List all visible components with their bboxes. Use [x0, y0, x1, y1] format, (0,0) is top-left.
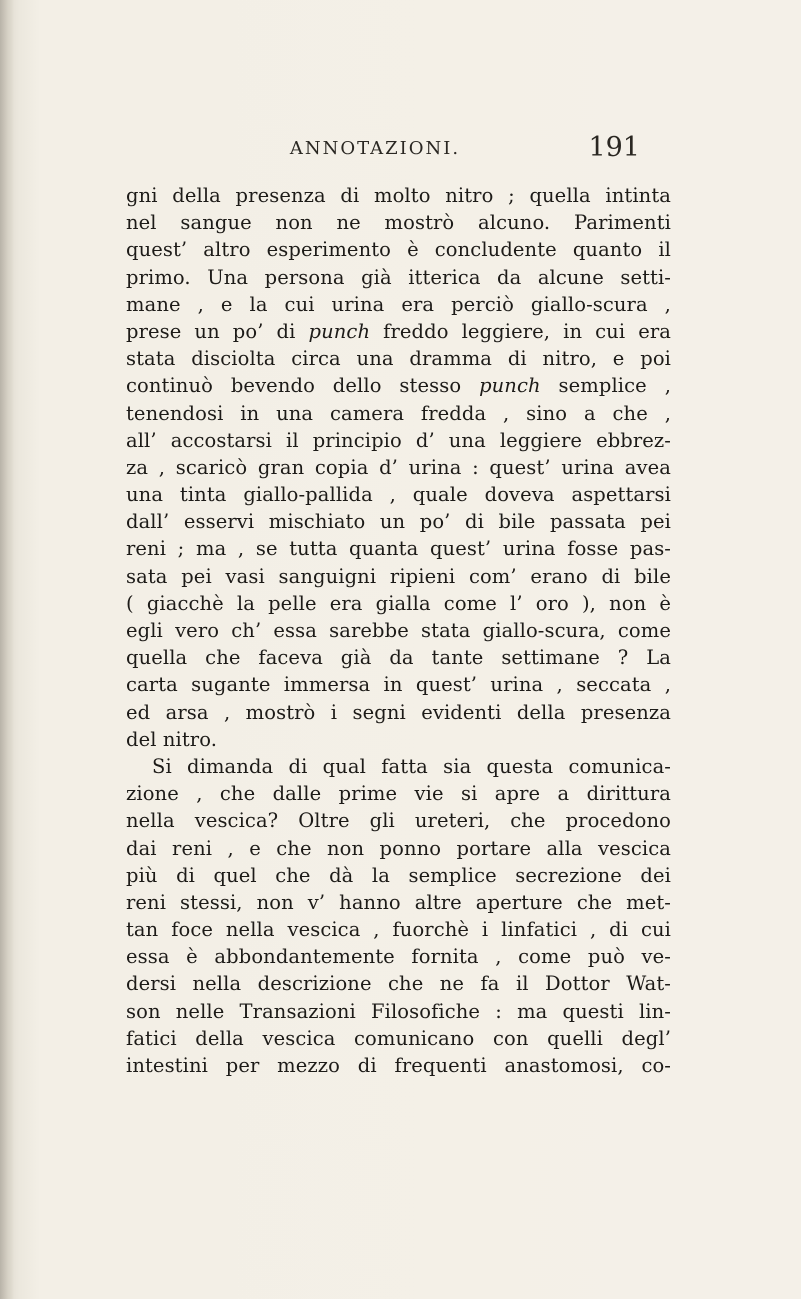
text-line: dall’ esservi mischiato un po’ di bile passata pei	[126, 510, 671, 534]
text-line: za , scaricò gran copia d’ urina : quest’ urina avea	[126, 455, 671, 479]
text-line: ed arsa , mostrò i segni evidenti della presenza	[126, 700, 671, 724]
text-line: son nelle Transazioni Filosofiche : ma questi lin-	[126, 999, 671, 1023]
body-text	[126, 182, 671, 1079]
text-line: Si dimanda di qual fatta sia questa comunica-	[152, 754, 671, 778]
text-line: primo. Una persona già itterica da alcune setti-	[126, 265, 671, 289]
page-number: 191	[588, 132, 640, 163]
text-line: mane , e la cui urina era perciò giallo-scura ,	[126, 292, 671, 316]
italic-term: punch	[308, 319, 371, 343]
text-line: nel sangue non ne mostrò alcuno. Parimenti	[126, 211, 671, 235]
text-line: quella che faceva già da tante settimane ? La	[126, 646, 671, 670]
text-line: dai reni , e che non ponno portare alla vescica	[126, 836, 671, 860]
text-line: egli vero ch’ essa sarebbe stata giallo-scura, come	[126, 619, 671, 642]
text-line: più di quel che dà la semplice secrezione dei	[126, 863, 671, 887]
running-head: ANNOTAZIONI.	[289, 138, 461, 159]
text-line: tenendosi in una camera fredda , sino a che ,	[126, 401, 671, 425]
text-line: carta sugante immersa in quest’ urina , seccata ,	[126, 673, 671, 697]
text-line: dersi nella descrizione che ne fa il Dottor Wat-	[126, 972, 671, 996]
text-line: all’ accostarsi il principio d’ una leggiere ebbrez-	[126, 428, 671, 452]
text-line: tan foce nella vescica , fuorchè i linfatici , di cui	[126, 918, 671, 942]
text-line: gni della presenza di molto nitro ; quella intinta	[126, 184, 671, 207]
text-line: fatici della vescica comunicano con quelli degl’	[126, 1026, 671, 1050]
page-spine-shadow	[0, 0, 14, 1299]
page-header	[160, 132, 640, 168]
text-segment: freddo leggiere, in cui era	[370, 319, 672, 343]
text-line: del nitro.	[126, 727, 218, 751]
text-segment: prese un po’ di	[126, 319, 309, 343]
text-line	[126, 372, 671, 399]
text-line: stata disciolta circa una dramma di nitro, e poi	[126, 347, 671, 371]
text-line: essa è abbondantemente fornita , come può ve-	[126, 945, 671, 969]
text-line: quest’ altro esperimento è concludente quanto il	[126, 238, 671, 262]
text-line: sata pei vasi sanguigni ripieni com’ erano di bile	[126, 564, 671, 588]
text-line: reni stessi, non v’ hanno altre aperture che met-	[126, 890, 671, 914]
text-segment: semplice ,	[540, 374, 671, 398]
text-line: zione , che dalle prime vie si apre a dirittura	[126, 782, 671, 806]
text-line	[126, 318, 671, 345]
text-line: intestini per mezzo di frequenti anastomosi, co-	[126, 1054, 671, 1077]
text-line: una tinta giallo-pallida , quale doveva aspettarsi	[126, 483, 671, 507]
text-segment: continuò bevendo dello stesso	[126, 374, 480, 398]
text-line: ( giacchè la pelle era gialla come l’ oro ), non è	[126, 591, 671, 615]
text-line: reni ; ma , se tutta quanta quest’ urina fosse pas-	[126, 537, 671, 561]
text-line: nella vescica? Oltre gli ureteri, che procedono	[126, 809, 671, 833]
italic-term: punch	[479, 374, 541, 398]
